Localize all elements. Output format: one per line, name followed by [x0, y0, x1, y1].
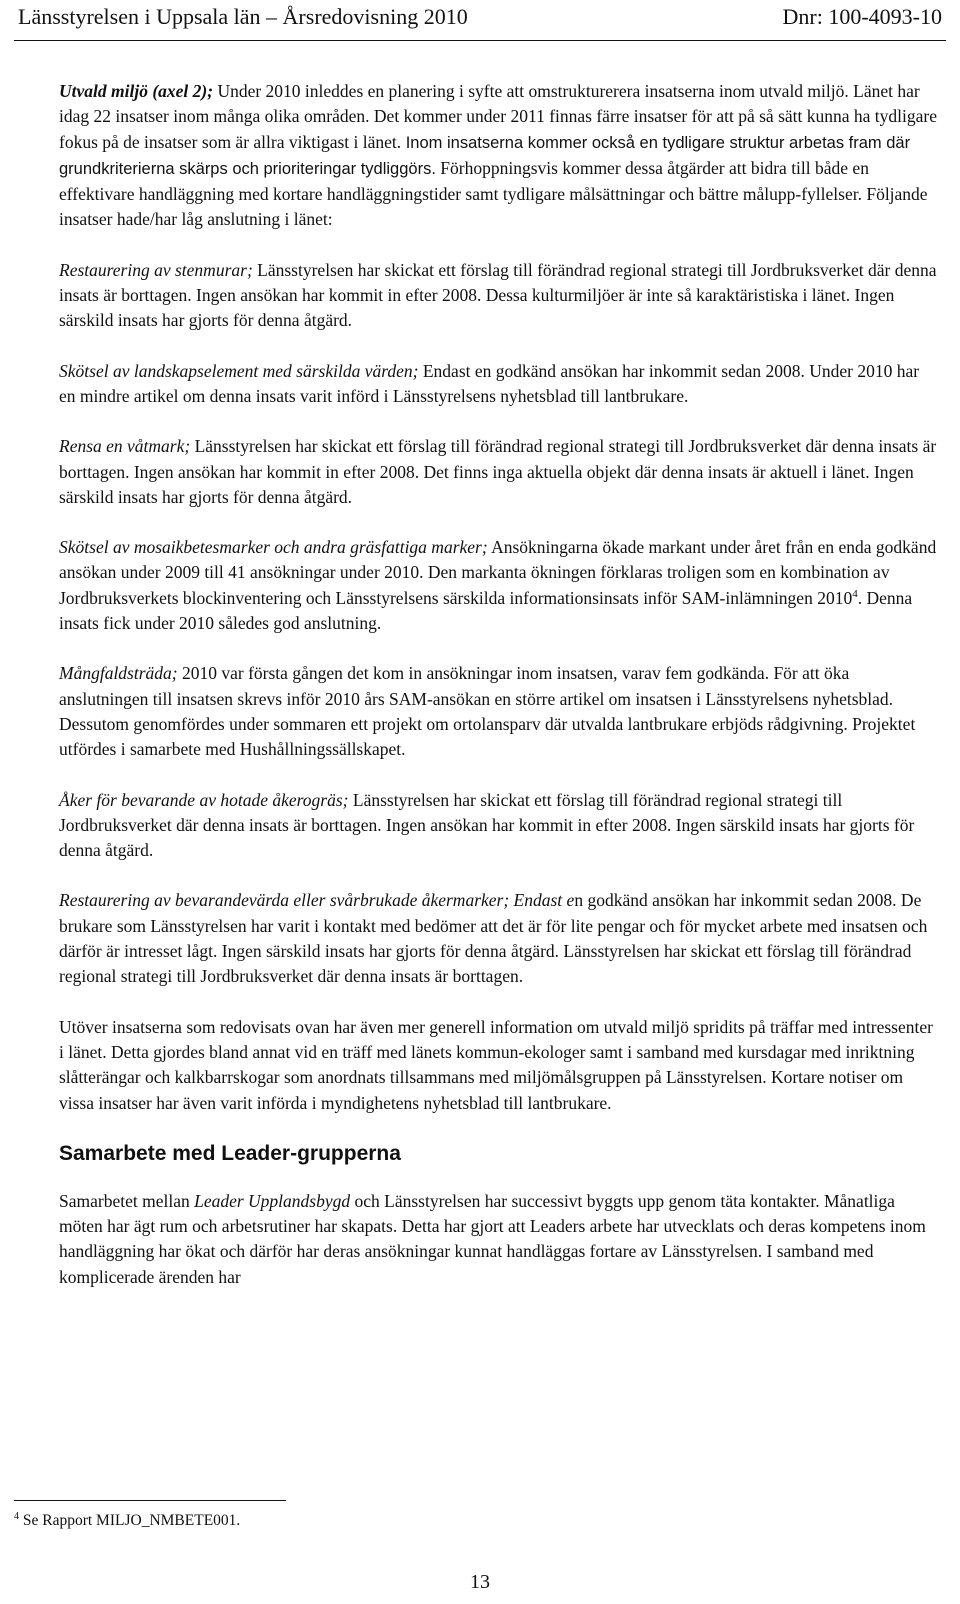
- paragraph-lead: Restaurering av bevarandevärda eller svårbrukade åkermarker; Endast e: [59, 890, 575, 911]
- footnote-divider: [14, 1500, 286, 1501]
- page-number: 13: [470, 1571, 490, 1593]
- header-dnr: Dnr: 100-4093-10: [782, 4, 942, 29]
- paragraph-landskapselement: [59, 359, 939, 410]
- paragraph-lead: Rensa en våtmark;: [59, 436, 191, 457]
- paragraph-akermarker: [59, 888, 939, 989]
- paragraph-text: Endast en godkänd ansökan har inkommit sedan 2008. Under 2010 har en mindre artikel om denna insats varit införd i Länsstyrelsens nyhetsblad till lantbrukare.: [59, 360, 920, 406]
- paragraph-mosaikbetesmarker: [59, 535, 939, 636]
- document-body: [59, 79, 939, 1315]
- footnote-text: Se Rapport MILJO_NMBETE001.: [19, 1512, 241, 1529]
- paragraph-lead: Skötsel av landskapselement med särskilda värden;: [59, 360, 419, 381]
- paragraph-text: Utöver insatserna som redovisats ovan har även mer generell information om utvald miljö spridits på träffar med intressenter i länet. Detta gjordes bland annat vid en träff med länets kommun-ekologer samt i samband med kursdagar med inriktning slåtterängar och kalkbarrskogar som anordnats tillsammans med miljömålsgruppen på Länsstyrelsen. Kortare notiser om vissa insatser har även varit införda i myndighetens nyhetsblad till lantbrukare.: [59, 1016, 933, 1113]
- paragraph-lead: Skötsel av mosaikbetesmarker och andra gräsfattiga marker;: [59, 537, 488, 558]
- paragraph-text: . Denna insats fick under 2010 således god anslutning.: [59, 587, 913, 634]
- paragraph-lead: Åker för bevarande av hotade åkerogräs;: [59, 789, 349, 810]
- page-header: [18, 4, 942, 38]
- footnote-reference[interactable]: 4: [852, 587, 858, 600]
- footnote: [14, 1512, 240, 1530]
- paragraph-lead: Mångfaldsträda;: [59, 663, 178, 684]
- section-heading: Samarbete med Leader-grupperna: [59, 1141, 401, 1165]
- paragraph-text-sans: Inom insatserna kommer också en tydligare struktur arbetas fram där grundkriterierna skärps och prioriteringar tydliggörs.: [59, 133, 911, 178]
- paragraph-generell-information: [59, 1015, 939, 1116]
- paragraph-leader: [59, 1189, 939, 1290]
- paragraph-vatmark: [59, 434, 939, 510]
- paragraph-text: Under 2010 inleddes en planering i syfte att omstrukturerera insatserna inom utvald miljö. Länet har idag 22 insatser inom många olika områden. Det kommer under 2011 finnas färre insatser för att på så sätt kunna ha tydligare fokus på de insatser som är allra viktigast i länet.: [59, 81, 937, 152]
- paragraph-utvald-miljo: [59, 79, 939, 233]
- paragraph-text: 2010 var första gången det kom in ansökningar inom insatsen, varav fem godkända. För att öka anslutningen till insatsen skrevs inför 2010 års SAM-ansökan en större artikel om insatsen i Länsstyrelsens nyhetsblad. Dessutom genomfördes under sommaren ett projekt om ortolansparv där utvalda lantbrukare erbjöds rådgivning. Projektet utfördes i samarbete med Hushållningssällskapet.: [59, 663, 916, 760]
- paragraph-text: Länsstyrelsen har skickat ett förslag till förändrad regional strategi till Jordbruksverket där denna insats är borttagen. Ingen ansökan har kommit in efter 2008. Ingen särskild insats har gjorts för denna åtgärd.: [59, 789, 915, 861]
- paragraph-text: Länsstyrelsen har skickat ett förslag till förändrad regional strategi till Jordbruksverket där denna insats är borttagen. Ingen ansökan har kommit in efter 2008. Det finns inga aktuella objekt där denna insats är aktuell i länet. Ingen särskild insats har gjorts för denna åtgärd.: [59, 436, 937, 507]
- paragraph-text: Ansökningarna ökade markant under året från en enda godkänd ansökan under 2009 till 41 ansökningar under 2010. Den markanta ökningen förklaras troligen som en kombination av Jordbruksverkets blockinventering och Länsstyrelsens särskilda informationsinsats inför SAM-inlämningen 2010: [59, 537, 937, 608]
- paragraph-text: Samarbetet mellan: [59, 1190, 195, 1211]
- paragraph-text: Länsstyrelsen har skickat ett förslag till förändrad regional strategi till Jordbruksverket där denna insats är borttagen. Ingen ansökan har kommit in efter 2008. Dessa kulturmiljöer är inte så karaktäristiska i länet. Ingen särskild insats har gjorts för denna åtgärd.: [59, 259, 937, 331]
- header-title: Länsstyrelsen i Uppsala län – Årsredovisning 2010: [18, 4, 468, 29]
- paragraph-stenmurar: [59, 258, 939, 334]
- paragraph-text: n godkänd ansökan har inkommit sedan 2008. De brukare som Länsstyrelsen har varit i kontakt med bedömer att det är för lite pengar och för mycket arbete med insatsen och därför är intresset lågt. Ingen särskild insats har gjorts för denna åtgärd. Länsstyrelsen har skickat ett förslag till förändrad regional strategi till Jordbruksverket där denna insats är borttagen.: [59, 890, 928, 987]
- paragraph-text: och Länsstyrelsen har successivt byggts upp genom täta kontakter. Månatliga möten har ägt rum och arbetsrutiner har skapats. Detta har gjort att Leaders arbete har utvecklats och deras kompetens inom handläggning har ökat och därför har deras ansökningar kunnat handläggas fortare av Länsstyrelsen. I samband med komplicerade ärenden har: [59, 1190, 926, 1287]
- paragraph-lead: Utvald miljö (axel 2);: [59, 81, 214, 101]
- paragraph-akerogras: [59, 788, 939, 864]
- paragraph-text: Förhoppningsvis kommer dessa åtgärder att bidra till både en effektivare handläggning med kortare handläggningstider samt tydligare målsättningar och bättre målupp-fyllelser. Följande insatser hade/har låg anslutning i länet:: [59, 157, 928, 230]
- paragraph-emphasis: Leader Upplandsbygd: [194, 1190, 351, 1211]
- paragraph-lead: Restaurering av stenmurar;: [59, 259, 253, 280]
- footnote-number: 4: [14, 1510, 19, 1522]
- paragraph-mangfaldstrada: [59, 661, 939, 762]
- header-divider: [14, 40, 946, 41]
